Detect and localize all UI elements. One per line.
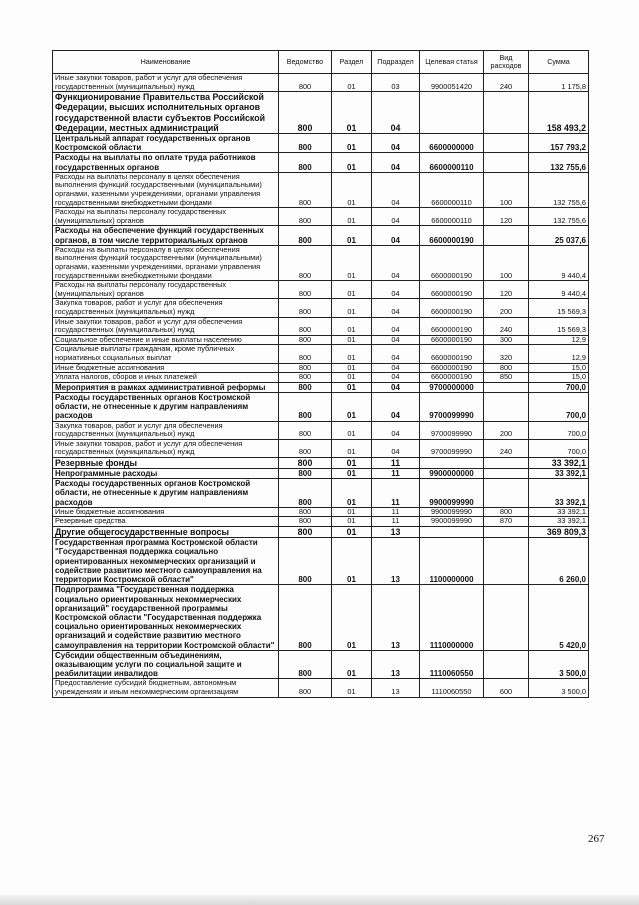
table-row [53, 345, 589, 363]
cell-section: 01 [332, 373, 372, 383]
cell-name: Расходы на выплаты по оплате труда работников государственных органов [53, 153, 279, 172]
table-row [53, 507, 589, 517]
cell-department: 800 [279, 517, 332, 527]
cell-subsection: 13 [372, 650, 420, 679]
cell-subsection: 13 [372, 538, 420, 585]
cell-name: Расходы государственных органов Костромской области, не отнесенные к другим направлениям расходов [53, 392, 279, 421]
cell-department: 800 [279, 172, 332, 207]
cell-expense-type: 240 [484, 317, 529, 335]
cell-department: 800 [279, 245, 332, 280]
cell-name: Центральный аппарат государственных органов Костромской области [53, 134, 279, 153]
table-row [53, 373, 589, 383]
cell-subsection: 13 [372, 679, 420, 697]
cell-expense-type: 600 [484, 679, 529, 697]
cell-department: 800 [279, 585, 332, 650]
cell-section: 01 [332, 281, 372, 299]
table-row [53, 317, 589, 335]
cell-name: Социальные выплаты гражданам, кроме публичных нормативных социальных выплат [53, 345, 279, 363]
cell-name: Непрограммные расходы [53, 469, 279, 479]
table-row [53, 74, 589, 92]
cell-amount: 33 392,1 [529, 469, 589, 479]
cell-expense-type [484, 457, 529, 468]
cell-expense-type: 120 [484, 208, 529, 226]
cell-section: 01 [332, 457, 372, 468]
cell-amount: 33 392,1 [529, 479, 589, 508]
cell-expense-type: 850 [484, 373, 529, 383]
cell-expense-type [484, 469, 529, 479]
cell-target-article: 6600000190 [420, 245, 484, 280]
header-department: Ведомство [279, 51, 332, 74]
cell-department: 800 [279, 345, 332, 363]
cell-amount: 700,0 [529, 382, 589, 392]
cell-name: Расходы на выплаты персоналу в целях обеспечения выполнения функций государственными (муниципальными) органами, казенными учреждениями, органами управления государственными внебюджетными фондами [53, 172, 279, 207]
cell-subsection: 03 [372, 74, 420, 92]
cell-target-article [420, 457, 484, 468]
cell-expense-type [484, 226, 529, 245]
cell-name: Расходы государственных органов Костромской области, не отнесенные к другим направлениям расходов [53, 479, 279, 508]
cell-section: 01 [332, 153, 372, 172]
cell-amount: 15,0 [529, 363, 589, 373]
cell-expense-type [484, 527, 529, 538]
cell-expense-type [484, 650, 529, 679]
cell-name: Подпрограмма "Государственная поддержка социально ориентированных некоммерческих организаций" государственной программы Костромской области "Государственная поддержка социально ориентированных некоммерческих организаций и содействие развитию местного самоуправления на территории Костромской области" [53, 585, 279, 650]
cell-subsection: 04 [372, 245, 420, 280]
cell-department: 800 [279, 335, 332, 345]
cell-amount: 12,9 [529, 345, 589, 363]
cell-target-article: 1100000000 [420, 538, 484, 585]
cell-name: Предоставление субсидий бюджетным, автономным учреждениям и иным некоммерческим организациям [53, 679, 279, 697]
cell-target-article: 1110000000 [420, 585, 484, 650]
cell-department: 800 [279, 382, 332, 392]
table-row [53, 153, 589, 172]
cell-amount: 5 420,0 [529, 585, 589, 650]
cell-department: 800 [279, 92, 332, 134]
table-row [53, 299, 589, 317]
cell-subsection: 04 [372, 208, 420, 226]
cell-subsection: 11 [372, 517, 420, 527]
cell-subsection: 04 [372, 134, 420, 153]
cell-subsection: 11 [372, 469, 420, 479]
table-row [53, 208, 589, 226]
header-target-article: Целевая статья [420, 51, 484, 74]
cell-name: Закупка товаров, работ и услуг для обеспечения государственных (муниципальных) нужд [53, 299, 279, 317]
cell-name: Иные закупки товаров, работ и услуг для обеспечения государственных (муниципальных) нужд [53, 74, 279, 92]
header-subsection: Подраздел [372, 51, 420, 74]
cell-subsection: 04 [372, 382, 420, 392]
cell-expense-type: 200 [484, 299, 529, 317]
cell-expense-type: 120 [484, 281, 529, 299]
table-row [53, 538, 589, 585]
cell-subsection: 13 [372, 527, 420, 538]
cell-expense-type [484, 479, 529, 508]
cell-amount: 132 755,6 [529, 153, 589, 172]
cell-subsection: 04 [372, 92, 420, 134]
header-amount: Сумма [529, 51, 589, 74]
cell-amount: 157 793,2 [529, 134, 589, 153]
cell-target-article: 6600000190 [420, 281, 484, 299]
cell-subsection: 04 [372, 299, 420, 317]
table-row [53, 92, 589, 134]
cell-subsection: 04 [372, 421, 420, 439]
header-name: Наименование [53, 51, 279, 74]
cell-target-article: 6600000110 [420, 172, 484, 207]
table-row [53, 469, 589, 479]
cell-section: 01 [332, 363, 372, 373]
cell-target-article: 9900099990 [420, 479, 484, 508]
cell-section: 01 [332, 650, 372, 679]
cell-name: Государственная программа Костромской области "Государственная поддержка социально ориентированных некоммерческих организаций и содействие развитию местного самоуправления на территории Костромской области" [53, 538, 279, 585]
cell-department: 800 [279, 538, 332, 585]
cell-name: Иные закупки товаров, работ и услуг для обеспечения государственных (муниципальных) нужд [53, 317, 279, 335]
cell-subsection: 04 [372, 226, 420, 245]
scan-edge [0, 895, 639, 905]
cell-section: 01 [332, 527, 372, 538]
table-row [53, 479, 589, 508]
cell-amount: 3 500,0 [529, 650, 589, 679]
cell-target-article: 6600000190 [420, 345, 484, 363]
cell-section: 01 [332, 469, 372, 479]
cell-amount: 369 809,3 [529, 527, 589, 538]
cell-subsection: 04 [372, 153, 420, 172]
cell-subsection: 11 [372, 457, 420, 468]
cell-target-article: 9700000000 [420, 382, 484, 392]
cell-subsection: 04 [372, 392, 420, 421]
table-row [53, 281, 589, 299]
table-row [53, 392, 589, 421]
cell-expense-type: 870 [484, 517, 529, 527]
cell-section: 01 [332, 317, 372, 335]
table-row [53, 527, 589, 538]
header-section: Раздел [332, 51, 372, 74]
cell-target-article [420, 92, 484, 134]
cell-target-article: 9900099990 [420, 517, 484, 527]
cell-expense-type [484, 382, 529, 392]
cell-department: 800 [279, 650, 332, 679]
cell-section: 01 [332, 439, 372, 457]
cell-target-article: 9700099990 [420, 421, 484, 439]
table-row [53, 585, 589, 650]
cell-expense-type [484, 134, 529, 153]
cell-section: 01 [332, 421, 372, 439]
cell-amount: 15,0 [529, 373, 589, 383]
cell-subsection: 04 [372, 335, 420, 345]
cell-department: 800 [279, 439, 332, 457]
cell-subsection: 13 [372, 585, 420, 650]
cell-name: Резервные фонды [53, 457, 279, 468]
cell-amount: 1 175,8 [529, 74, 589, 92]
cell-target-article [420, 527, 484, 538]
cell-name: Другие общегосударственные вопросы [53, 527, 279, 538]
cell-amount: 33 392,1 [529, 457, 589, 468]
cell-expense-type: 200 [484, 421, 529, 439]
cell-amount: 3 500,0 [529, 679, 589, 697]
cell-expense-type [484, 392, 529, 421]
table-row [53, 245, 589, 280]
cell-target-article: 9900051420 [420, 74, 484, 92]
cell-subsection: 11 [372, 479, 420, 508]
cell-section: 01 [332, 335, 372, 345]
table-row [53, 172, 589, 207]
cell-name: Расходы на выплаты персоналу в целях обеспечения выполнения функций государственными (муниципальными) органами, казенными учреждениями, органами управления государственными внебюджетными фондами [53, 245, 279, 280]
cell-name: Расходы на выплаты персоналу государственных (муниципальных) органов [53, 208, 279, 226]
cell-amount: 9 440,4 [529, 245, 589, 280]
table-row [53, 226, 589, 245]
cell-section: 01 [332, 382, 372, 392]
table-row [53, 679, 589, 697]
cell-section: 01 [332, 134, 372, 153]
cell-section: 01 [332, 538, 372, 585]
cell-amount: 700,0 [529, 439, 589, 457]
table-row [53, 517, 589, 527]
cell-target-article: 6600000190 [420, 299, 484, 317]
cell-target-article: 9700099990 [420, 392, 484, 421]
cell-amount: 158 493,2 [529, 92, 589, 134]
table-row [53, 382, 589, 392]
cell-target-article: 6600000190 [420, 373, 484, 383]
table-row [53, 134, 589, 153]
cell-name: Функционирование Правительства Российской Федерации, высших исполнительных органов государственной власти субъектов Российской Федерации, местных администраций [53, 92, 279, 134]
cell-name: Мероприятия в рамках административной реформы [53, 382, 279, 392]
cell-expense-type: 320 [484, 345, 529, 363]
cell-target-article: 6600000190 [420, 317, 484, 335]
budget-table [52, 50, 589, 698]
cell-section: 01 [332, 479, 372, 508]
cell-name: Уплата налогов, сборов и иных платежей [53, 373, 279, 383]
cell-department: 800 [279, 134, 332, 153]
cell-target-article: 1110060550 [420, 650, 484, 679]
cell-expense-type [484, 538, 529, 585]
cell-section: 01 [332, 92, 372, 134]
cell-amount: 6 260,0 [529, 538, 589, 585]
cell-target-article: 9900099990 [420, 507, 484, 517]
cell-expense-type: 240 [484, 74, 529, 92]
cell-department: 800 [279, 527, 332, 538]
cell-amount: 9 440,4 [529, 281, 589, 299]
cell-section: 01 [332, 345, 372, 363]
cell-department: 800 [279, 363, 332, 373]
table-row [53, 335, 589, 345]
cell-section: 01 [332, 679, 372, 697]
cell-target-article: 6600000190 [420, 363, 484, 373]
table-row [53, 421, 589, 439]
cell-subsection: 04 [372, 317, 420, 335]
cell-subsection: 11 [372, 507, 420, 517]
cell-name: Расходы на обеспечение функций государственных органов, в том числе территориальных органов [53, 226, 279, 245]
cell-section: 01 [332, 299, 372, 317]
cell-subsection: 04 [372, 281, 420, 299]
cell-expense-type: 100 [484, 245, 529, 280]
cell-department: 800 [279, 226, 332, 245]
cell-amount: 25 037,6 [529, 226, 589, 245]
cell-department: 800 [279, 373, 332, 383]
cell-target-article: 6600000110 [420, 153, 484, 172]
cell-target-article: 1110060550 [420, 679, 484, 697]
cell-section: 01 [332, 208, 372, 226]
cell-department: 800 [279, 299, 332, 317]
cell-amount: 33 392,1 [529, 507, 589, 517]
cell-department: 800 [279, 208, 332, 226]
cell-department: 800 [279, 281, 332, 299]
cell-department: 800 [279, 679, 332, 697]
cell-subsection: 04 [372, 373, 420, 383]
cell-target-article: 9900000000 [420, 469, 484, 479]
cell-name: Социальное обеспечение и иные выплаты населению [53, 335, 279, 345]
cell-target-article: 6600000000 [420, 134, 484, 153]
cell-amount: 33 392,1 [529, 517, 589, 527]
cell-section: 01 [332, 245, 372, 280]
cell-expense-type: 100 [484, 172, 529, 207]
cell-subsection: 04 [372, 345, 420, 363]
cell-expense-type: 800 [484, 507, 529, 517]
cell-name: Иные закупки товаров, работ и услуг для обеспечения государственных (муниципальных) нужд [53, 439, 279, 457]
table-row [53, 650, 589, 679]
cell-department: 800 [279, 479, 332, 508]
cell-section: 01 [332, 392, 372, 421]
cell-amount: 15 569,3 [529, 317, 589, 335]
cell-name: Субсидии общественным объединениям, оказывающим услуги по социальной защите и реабилитации инвалидов [53, 650, 279, 679]
cell-expense-type: 800 [484, 363, 529, 373]
cell-amount: 700,0 [529, 392, 589, 421]
cell-department: 800 [279, 392, 332, 421]
cell-section: 01 [332, 507, 372, 517]
cell-subsection: 04 [372, 172, 420, 207]
cell-expense-type: 300 [484, 335, 529, 345]
cell-expense-type [484, 92, 529, 134]
cell-name: Иные бюджетные ассигнования [53, 507, 279, 517]
cell-section: 01 [332, 585, 372, 650]
cell-target-article: 6600000190 [420, 335, 484, 345]
cell-name: Резервные средства [53, 517, 279, 527]
cell-department: 800 [279, 421, 332, 439]
cell-expense-type [484, 585, 529, 650]
cell-amount: 700,0 [529, 421, 589, 439]
cell-section: 01 [332, 172, 372, 207]
cell-amount: 132 755,6 [529, 172, 589, 207]
cell-amount: 15 569,3 [529, 299, 589, 317]
cell-subsection: 04 [372, 363, 420, 373]
cell-department: 800 [279, 317, 332, 335]
cell-expense-type: 240 [484, 439, 529, 457]
cell-department: 800 [279, 457, 332, 468]
cell-target-article: 6600000110 [420, 208, 484, 226]
cell-section: 01 [332, 74, 372, 92]
header-expense-type: Вид расходов [484, 51, 529, 74]
cell-amount: 132 755,6 [529, 208, 589, 226]
cell-department: 800 [279, 469, 332, 479]
cell-section: 01 [332, 517, 372, 527]
cell-amount: 12,9 [529, 335, 589, 345]
cell-department: 800 [279, 153, 332, 172]
table-row [53, 363, 589, 373]
cell-target-article: 9700099990 [420, 439, 484, 457]
cell-department: 800 [279, 74, 332, 92]
table-row [53, 439, 589, 457]
cell-department: 800 [279, 507, 332, 517]
table-row [53, 457, 589, 468]
cell-target-article: 6600000190 [420, 226, 484, 245]
table-header-row [53, 51, 589, 74]
cell-name: Иные бюджетные ассигнования [53, 363, 279, 373]
cell-subsection: 04 [372, 439, 420, 457]
cell-expense-type [484, 153, 529, 172]
table-body [53, 74, 589, 698]
cell-name: Расходы на выплаты персоналу государственных (муниципальных) органов [53, 281, 279, 299]
cell-section: 01 [332, 226, 372, 245]
page-number: 267 [588, 833, 605, 845]
cell-name: Закупка товаров, работ и услуг для обеспечения государственных (муниципальных) нужд [53, 421, 279, 439]
